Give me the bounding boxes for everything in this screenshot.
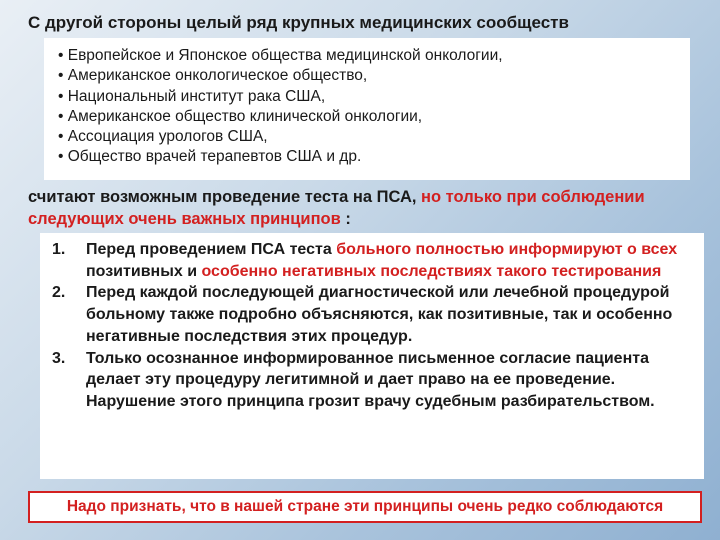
intro-colon: : bbox=[340, 210, 351, 228]
principle-number: 2. bbox=[52, 284, 66, 302]
list-item: • Национальный институт рака США, bbox=[58, 87, 326, 105]
list-item: • Европейское и Японское общества медицинской онкологии, bbox=[58, 47, 503, 64]
slide-title: С другой стороны целый ряд крупных медицинских сообществ bbox=[28, 13, 569, 32]
list-item: • Общество врачей терапевтов США и др. bbox=[58, 148, 362, 166]
list-item: • Американское общество клинической онкологии, bbox=[58, 107, 423, 125]
list-item: • Ассоциация урологов США, bbox=[58, 128, 268, 146]
principle-number: 3. bbox=[52, 349, 66, 367]
principle-text: позитивных и bbox=[86, 262, 202, 280]
intro-highlight: но только при соблюдении следующих очень важных принципов bbox=[28, 188, 645, 228]
intro-text: считают возможным проведение теста на ПСА, bbox=[28, 188, 417, 206]
principle-text: Перед каждой последующей диагностической или лечебной процедурой больному также подробно объясняются, как позитивные, так и особенно негативные последствия этих процедур. bbox=[86, 284, 673, 345]
list-item: • Американское онкологическое общество, bbox=[58, 67, 368, 85]
principle-item bbox=[52, 348, 704, 413]
intro-paragraph bbox=[28, 186, 700, 230]
principle-highlight: особенно негативных последствиях такого тестирования bbox=[201, 262, 662, 280]
principle-number: 1. bbox=[52, 241, 66, 258]
principle-item bbox=[52, 239, 704, 282]
principle-highlight: больного полностью информируют о всех bbox=[336, 241, 678, 258]
principle-text: Перед проведением ПСА теста bbox=[86, 241, 337, 258]
principle-item bbox=[52, 282, 704, 347]
conclusion-note: Надо признать, что в нашей стране эти принципы очень редко соблюдаются bbox=[28, 491, 702, 523]
societies-list bbox=[44, 38, 690, 180]
principle-text: Только осознанное информированное письменное согласие пациента делает эту процедуру легитимной и дает право на ее проведение. Нарушение этого принципа грозит врачу судебным разбирательством. bbox=[86, 349, 655, 410]
principles-list bbox=[40, 233, 704, 479]
